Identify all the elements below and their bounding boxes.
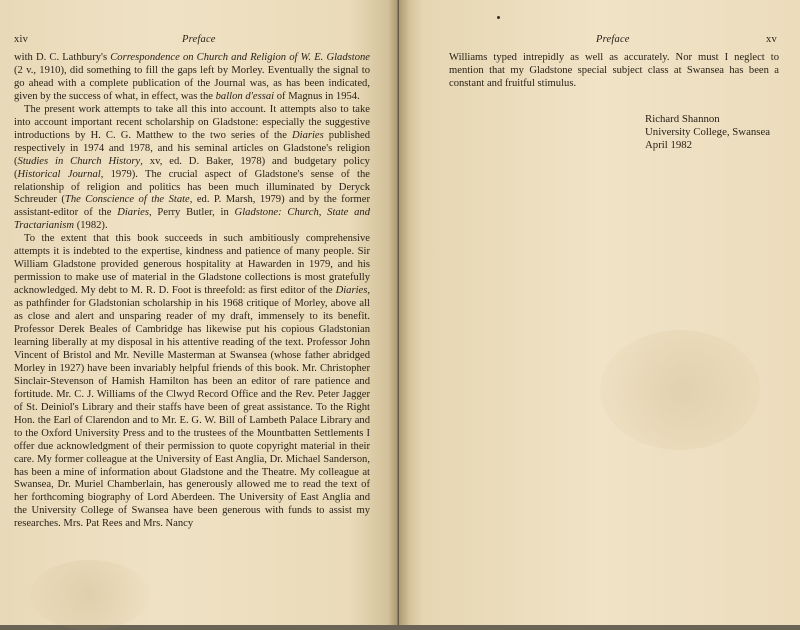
text-run: , xv, ed. D. Baker, 1978) and budgetary policy ( bbox=[14, 155, 370, 180]
running-head-right: Preface bbox=[596, 34, 630, 45]
author-institution: University College, Swansea bbox=[645, 126, 771, 138]
text-run: , ed. P. Marsh, 1979) and by the former assistant-editor of the bbox=[14, 194, 371, 219]
text-run: , 1979). The crucial aspect of Gladstone's sense of the relationship of religion and politics has been much illuminated by Deryck Schreuder ( bbox=[14, 168, 370, 206]
italic-title-run: Diaries bbox=[335, 285, 368, 297]
left-page bbox=[0, 0, 398, 625]
italic-title-run: Historical Journal bbox=[17, 168, 101, 180]
italic-title-run: The Conscience of the State bbox=[64, 194, 190, 206]
running-head-left: Preface bbox=[182, 34, 216, 45]
body-paragraph bbox=[14, 104, 370, 234]
italic-title-run: Gladstone: Church, State and Tractarianism bbox=[14, 207, 371, 232]
page-number-right: xv bbox=[766, 34, 777, 45]
italic-title-run: Diaries bbox=[117, 207, 149, 219]
italic-title-run: Correspondence on Church and Religion of W. E. Gladstone bbox=[110, 52, 370, 63]
text-run: of Magnus in 1954. bbox=[274, 90, 360, 102]
right-page bbox=[399, 0, 800, 625]
text-run: To the extent that this book succeeds in such ambitiously comprehensive attempts it is indebted to the expertise, kindness and patience of many people. Sir William Gladstone provided generous hospitality at Hawarden in 1979, and his permission to make use of material in the Gladstone collections is most gratefully acknowledged. My debt to M. R. D. Foot is threefold: as first editor of the bbox=[14, 233, 370, 297]
italic-title-run: Studies in Church History bbox=[17, 155, 141, 167]
text-run: The present work attempts to take all this into account. It attempts also to take into account important recent scholarship on Gladstone: especially the suggestive introductions by H. C. G. Matthew to the two series of the bbox=[14, 103, 370, 141]
closing-paragraph: Williams typed intrepidly as well as accurately. Nor must I neglect to mention that my Gladstone special subject class at Swansea has been a constant and fruitful stimulus. bbox=[449, 52, 779, 90]
text-run: , Perry Butler, in bbox=[148, 207, 235, 219]
body-paragraph bbox=[14, 233, 370, 531]
left-page-body bbox=[14, 52, 370, 531]
author-name: Richard Shannon bbox=[645, 113, 720, 125]
body-paragraph bbox=[14, 52, 370, 104]
text-run: published respectively in 1974 and 1978, and his seminal articles on Gladstone's religion ( bbox=[14, 129, 370, 167]
page-number-left: xiv bbox=[14, 34, 29, 45]
text-run: , as pathfinder for Gladstonian scholarship in his 1968 critique of Morley, above all as close and alert and unsparing reader of my draft, immensely to its benefit. Professor Derek Beales of Cambridge has likewise put his copious Gladstonian learning liberally at my disposal in his attentive reading of the text. Professor John Vincent of Bristol and Mr. Neville Masterman at Swansea (whose father abridged Morley in 1927) have been invariably helpful friends of this book. Mr. Christopher Sinclair-Stevenson of Hamish Hamilton has been an editor of rare patience and fortitude. Mr. C. J. Williams of the Clwyd Record Office and the Rev. Peter Jagger of St. Deiniol's Library and their staffs have been of great assistance. To the Right Hon. the Earl of Clarendon and to Mr. E. G. W. Bill of Lambeth Palace Library and to the Oxford University Press and to the trustees of the Mountbatten Settlements I offer due acknowledgment of their permission to quote copyright material in their care. My former colleague at the University of East Anglia, Dr. Michael Sanderson, has been a mine of information about Gladstone and the Theatre. My colleague at Swansea, Dr. Muriel Chamberlain, has generously allowed me to read the text of her forthcoming biography of Lord Aberdeen. The University of East Anglia and the University College of Swansea have been generous with funds to assist my researches. Mrs. Pat Rees and Mrs. Nancy bbox=[14, 285, 370, 530]
text-run: (2 v., 1910), did something to fill the gaps left by Morley. Eventually the signal to go ahead with a complete publication of the Journal was, as has been indicated, given by the success of what, in effect, was the bbox=[14, 64, 370, 102]
signature-date: April 1982 bbox=[645, 139, 693, 151]
ink-speck bbox=[497, 16, 500, 19]
italic-title-run: ballon d'essai bbox=[215, 90, 275, 102]
text-run: with D. C. Lathbury's bbox=[14, 52, 111, 63]
signature-block bbox=[645, 113, 770, 152]
italic-title-run: Diaries bbox=[291, 129, 324, 141]
text-run: (1982). bbox=[74, 220, 108, 232]
right-page-body bbox=[449, 51, 779, 90]
